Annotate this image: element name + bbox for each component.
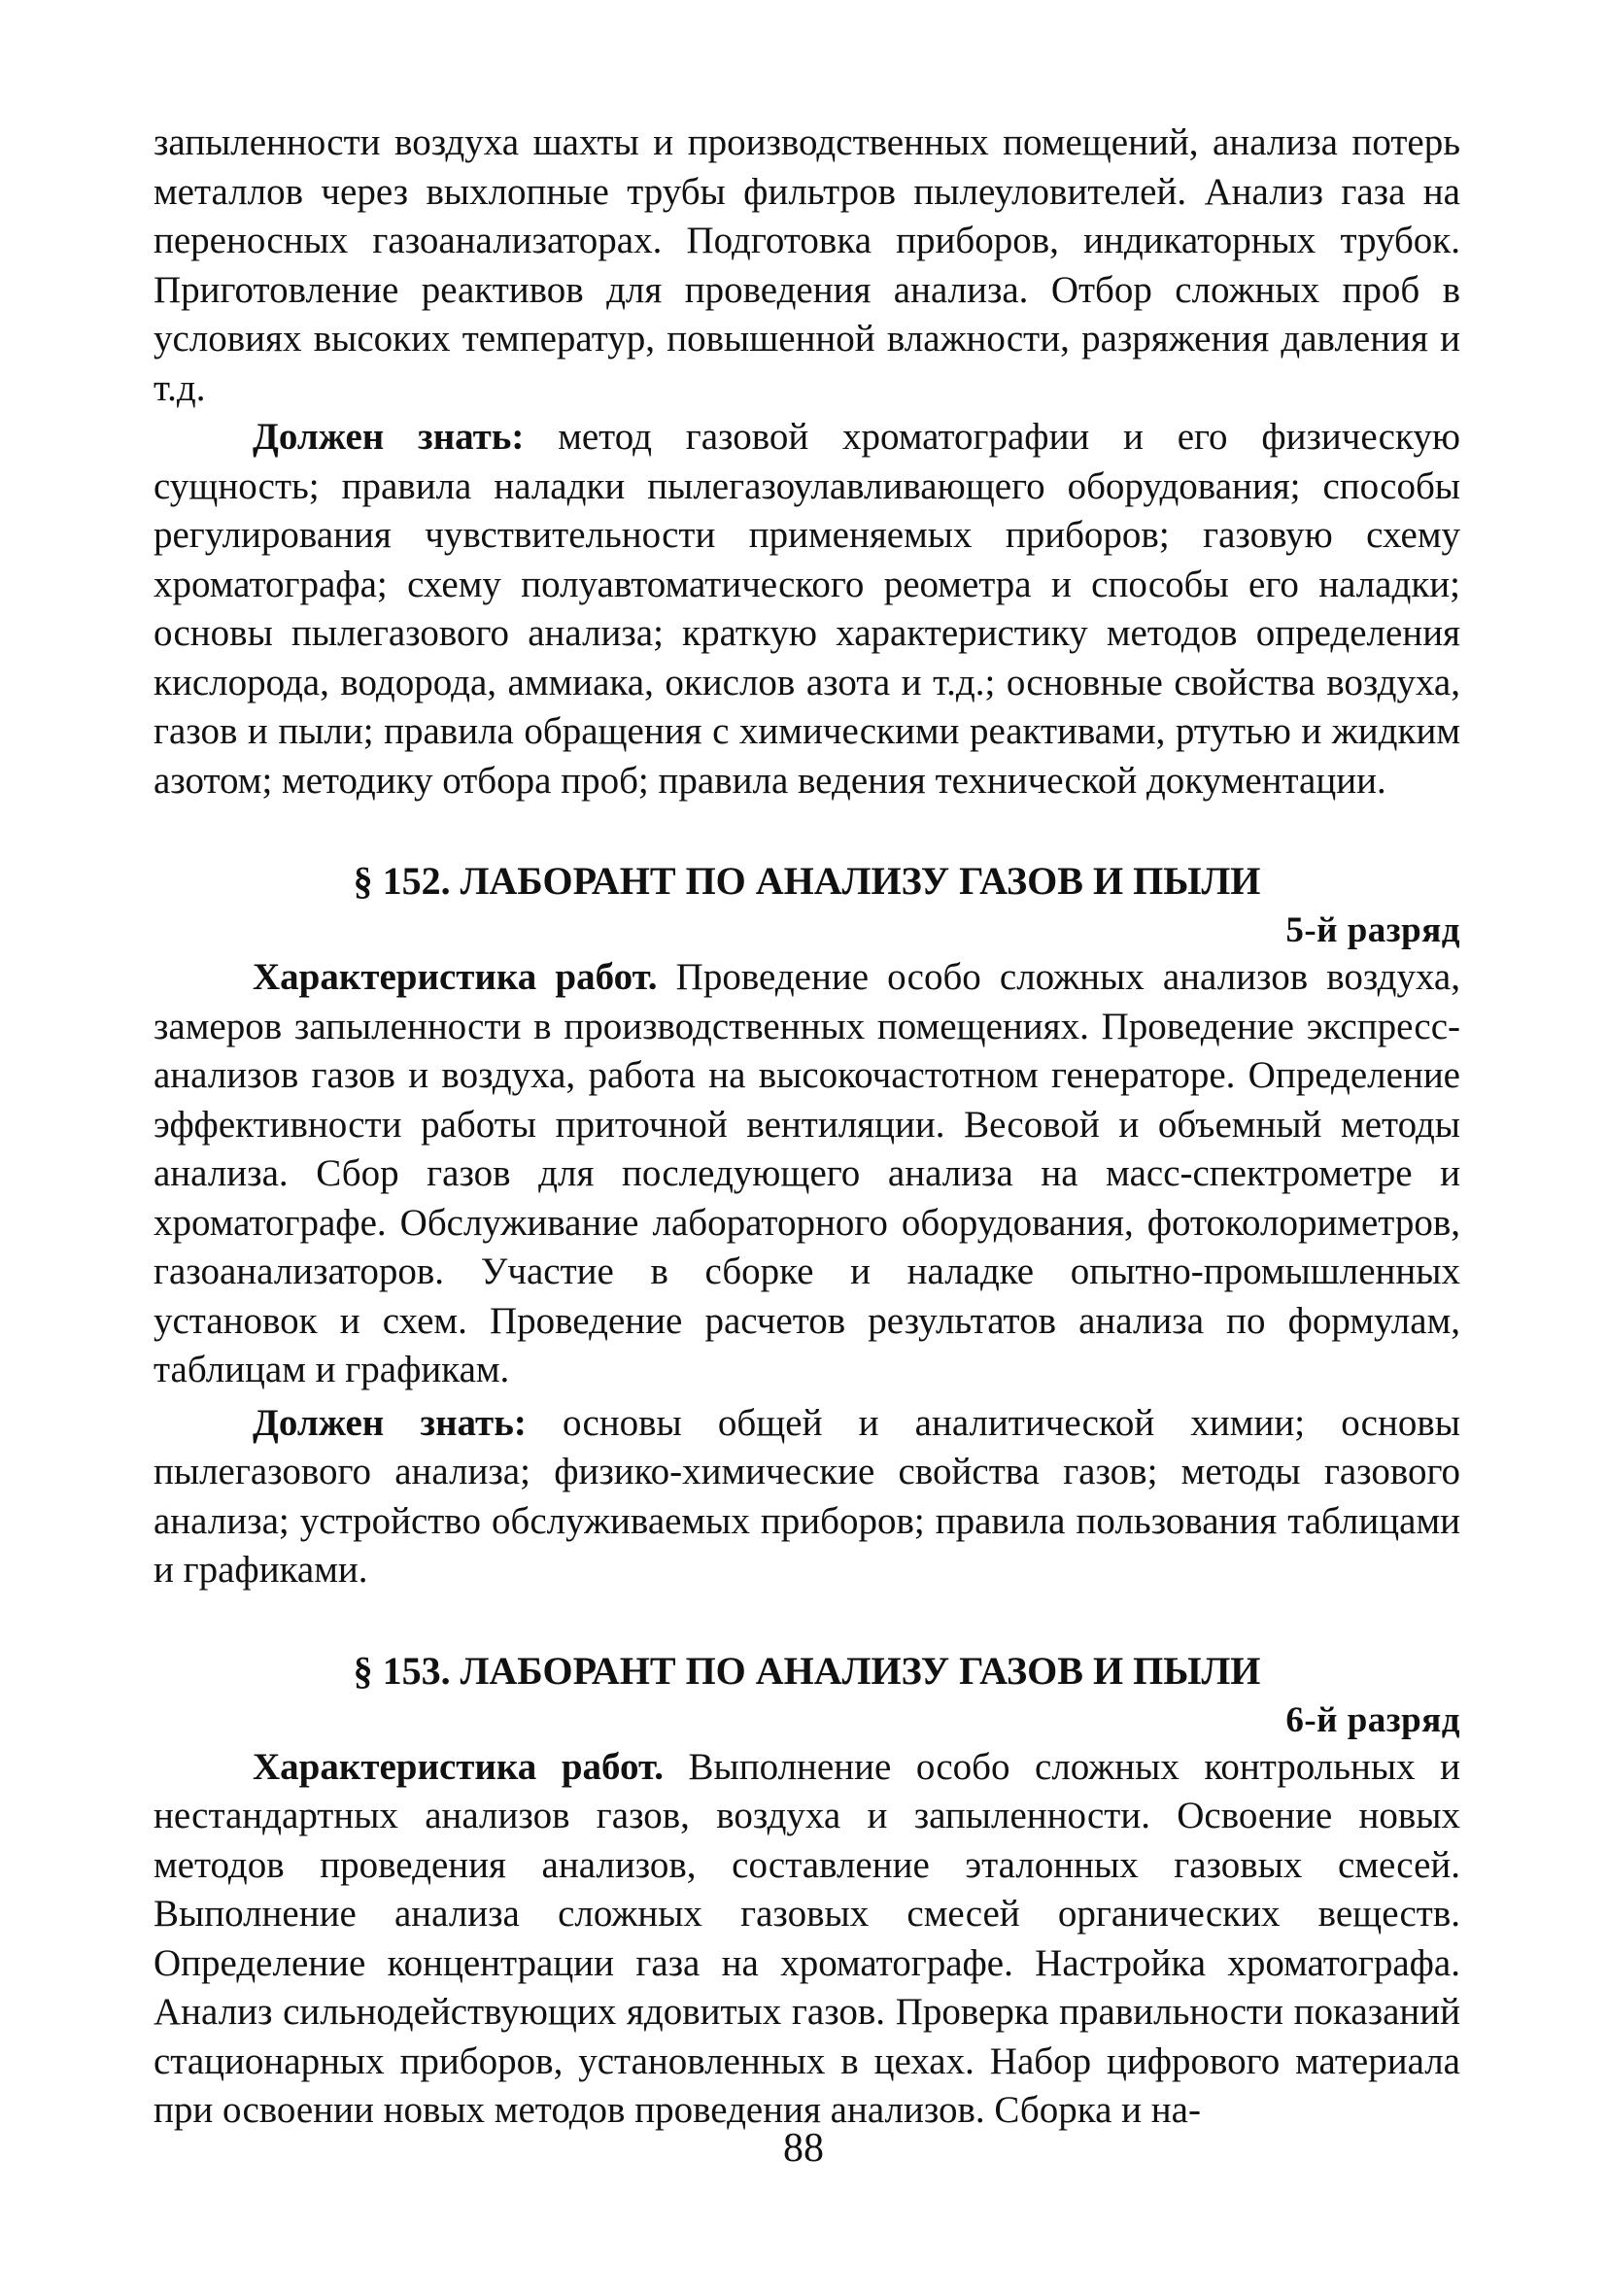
intro-text: запыленности воздуха шахты и производственных помещений, анализа потерь металлов через выхлопные трубы фильтров пылеуловителей. Анализ газа на переносных газоанализаторах. Подготовка приборов, индикаторных трубок. Приготовление реактивов для проведения анализа. Отбор сложных проб в условиях высоких температур, повышенной влажности, разряжения давления и т.д. (154, 121, 1460, 409)
work-paragraph-153 (154, 1743, 1460, 2136)
knowledge-paragraph-152 (154, 1399, 1460, 1595)
grade-label-153: 6-й разряд (1285, 1699, 1460, 1740)
work-lead-152: Характеристика работ. (253, 956, 658, 998)
work-lead-153: Характеристика работ. (253, 1745, 664, 1788)
knowledge-lead-152: Должен знать: (253, 1401, 527, 1444)
knowledge-lead-151: Должен знать: (253, 416, 525, 458)
document-page (154, 119, 1460, 2136)
grade-label-152: 5-й разряд (1285, 910, 1460, 950)
knowledge-text-151: метод газовой хроматографии и его физическую сущность; правила наладки пылегазоулавливающего оборудования; способы регулирования чувствительности применяемых приборов; газовую схему хроматографа; схему полуавтоматического реометра и способы его наладки; основы пылегазового анализа; краткую характеристику методов определения кислорода, водорода, аммиака, окислов азота и т.д.; основные свойства воздуха, газов и пыли; правила обращения с химическими реактивами, ртутью и жидким азотом; методику отбора проб; правила ведения технической документации. (154, 416, 1460, 802)
work-text-153: Выполнение особо сложных контрольных и нестандартных анализов газов, воздуха и запыленности. Освоение новых методов проведения анализов, составление эталонных газовых смесей. Выполнение анализа сложных газовых смесей органических веществ. Определение концентрации газа на хроматографе. Настройка хроматографа. Анализ сильнодействующих ядовитых газов. Проверка правильности показаний стационарных приборов, установленных в цехах. Набор цифрового материала при освоении новых методов проведения анализов. Сборка и на- (154, 1745, 1460, 2131)
work-text-152: Проведение особо сложных анализов воздуха, замеров запыленности в производственных помещениях. Проведение экспресс-анализов газов и воздуха, работа на высокочастотном генераторе. Определение эффективности работы приточной вентиляции. Весовой и объемный методы анализа. Сбор газов для последующего анализа на масс-спектрометре и хроматографе. Обслуживание лабораторного оборудования, фотоколориметров, газоанализаторов. Участие в сборке и наладке опытно-промышленных установок и схем. Проведение расчетов результатов анализа по формулам, таблицам и графикам. (154, 956, 1460, 1390)
section-title-152: § 152. ЛАБОРАНТ ПО АНАЛИЗУ ГАЗОВ И ПЫЛИ (353, 859, 1261, 903)
section-title-153: § 153. ЛАБОРАНТ ПО АНАЛИЗУ ГАЗОВ И ПЫЛИ (353, 1648, 1261, 1693)
intro-paragraph (154, 119, 1460, 413)
work-paragraph-152 (154, 953, 1460, 1395)
page-number: 88 (783, 2126, 824, 2171)
knowledge-paragraph-151 (154, 413, 1460, 805)
knowledge-text-152: основы общей и аналитической химии; основы пылегазового анализа; физико-химические свойства газов; методы газового анализа; устройство обслуживаемых приборов; правила пользования таблицами и графиками. (154, 1401, 1460, 1591)
